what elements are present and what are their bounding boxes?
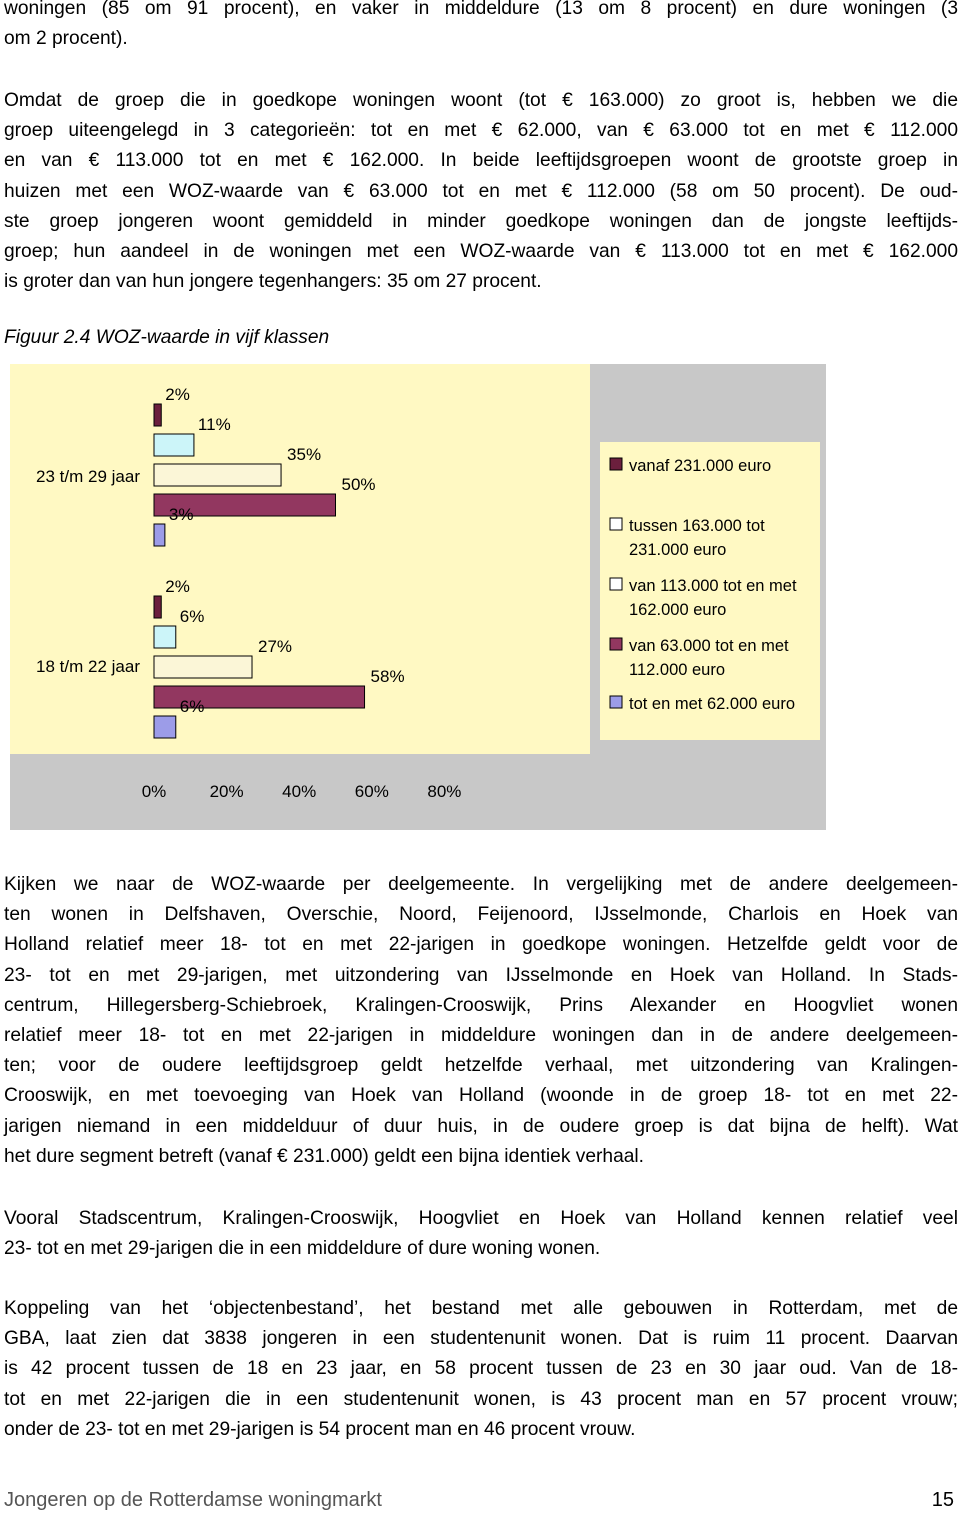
legend-label: tussen 163.000 tot: [629, 517, 765, 535]
text-line: groep uiteengelegd in 3 categorieën: tot en met € 62.000, van € 63.000 tot en met € 112.000: [4, 120, 958, 142]
x-tick-label: 20%: [209, 782, 244, 801]
x-tick-label: 0%: [141, 782, 167, 801]
chart-bar: [154, 524, 165, 546]
figure-caption: Figuur 2.4 WOZ-waarde in vijf klassen: [4, 327, 330, 348]
chart-bar: [154, 434, 194, 456]
text-line: Crooswijk, en met toevoeging van Hoek van Holland (woonde in de groep 18- tot en met 22-: [4, 1085, 958, 1107]
bar-data-label: 50%: [341, 475, 376, 494]
text-line: 23- tot en met 29-jarigen die in een middeldure of dure woning wonen.: [4, 1238, 601, 1260]
x-tick-label: 60%: [354, 782, 389, 801]
legend-label: vanaf 231.000 euro: [629, 457, 772, 475]
legend-label: tot en met 62.000 euro: [629, 695, 796, 713]
chart-bar: [154, 716, 176, 738]
chart-svg: [10, 364, 826, 830]
chart-bar: [154, 656, 252, 678]
paragraph-1: [4, 0, 958, 54]
bar-data-label: 2%: [165, 577, 190, 596]
text-line: onder de 23- tot en met 29-jarigen is 54 procent man en 46 procent vrouw.: [4, 1418, 636, 1440]
category-label: 18 t/m 22 jaar: [36, 657, 140, 676]
text-line: is 42 procent tussen de 18 en 23 jaar, en 58 procent tussen de 23 en 30 jaar oud. Van de 18-: [4, 1358, 958, 1380]
text-line: ten; voor de oudere leeftijdsgroep geldt hetzelfde verhaal, met uitzondering van Kralingen-: [4, 1055, 958, 1077]
footer-title: Jongeren op de Rotterdamse woningmarkt: [4, 1489, 382, 1511]
bar-data-label: 58%: [370, 667, 405, 686]
bar-data-label: 6%: [179, 607, 205, 626]
legend-label: van 63.000 tot en met: [629, 637, 789, 655]
bar-data-label: 2%: [165, 385, 190, 404]
woz-chart: [10, 364, 826, 830]
text-line: woningen (85 om 91 procent), en vaker in middeldure (13 om 8 procent) en dure woningen (3: [4, 0, 958, 19]
text-line: ste groep jongeren woont gemiddeld in minder goedkope woningen dan de jongste leeftijds-: [4, 210, 958, 232]
legend-label: 112.000 euro: [629, 661, 726, 679]
text-line: om 2 procent).: [4, 28, 128, 50]
text-line: Vooral Stadscentrum, Kralingen-Crooswijk, Hoogvliet en Hoek van Holland kennen relatief veel: [4, 1208, 958, 1229]
text-line: en van € 113.000 tot en met € 162.000. In beide leeftijdsgroepen woont de grootste groep in: [4, 150, 958, 172]
x-tick-label: 40%: [282, 782, 317, 801]
bar-data-label: 11%: [197, 415, 231, 434]
legend-swatch: [610, 518, 622, 530]
page-number: 15: [931, 1489, 954, 1511]
bar-data-label: 35%: [287, 445, 322, 464]
legend-label: van 113.000 tot en met: [629, 577, 797, 595]
chart-bar: [154, 464, 281, 486]
legend-swatch: [610, 578, 622, 590]
paragraph-4: [4, 1204, 958, 1264]
text-line: het dure segment betreft (vanaf € 231.000) geldt een bijna identiek verhaal.: [4, 1145, 645, 1167]
bar-data-label: 6%: [179, 697, 205, 716]
text-line: jarigen niemand in een middelduur of duur huis, in de oudere groep is dat bijna de helft). Wat: [4, 1115, 958, 1137]
legend-swatch: [610, 458, 622, 470]
chart-bar: [154, 404, 161, 426]
chart-bar: [154, 626, 176, 648]
text-line: relatief meer 18- tot en met 22-jarigen in middeldure woningen dan in de andere deelgemeen-: [4, 1025, 958, 1047]
bar-data-label: 3%: [168, 505, 194, 524]
text-line: Holland relatief meer 18- tot en met 22-jarigen in goedkope woningen. Hetzelfde geldt voor de: [4, 934, 958, 956]
chart-bar: [154, 596, 161, 618]
text-line: Kijken we naar de WOZ-waarde per deelgemeente. In vergelijking met de andere deelgemeen-: [4, 874, 958, 895]
paragraph-3: [4, 870, 958, 1172]
text-line: groep; hun aandeel in de woningen met een WOZ-waarde van € 113.000 tot en met € 162.000: [4, 241, 958, 263]
text-line: is groter dan van hun jongere tegenhangers: 35 om 27 procent.: [4, 271, 542, 293]
text-line: Koppeling van het ‘objectenbestand’, het bestand met alle gebouwen in Rotterdam, met de: [4, 1298, 958, 1319]
legend-label: 231.000 euro: [629, 541, 727, 559]
category-label: 23 t/m 29 jaar: [36, 467, 140, 486]
text-line: ten wonen in Delfshaven, Overschie, Noord, Feijenoord, IJsselmonde, Charlois en Hoek van: [4, 904, 958, 926]
x-tick-label: 80%: [427, 782, 462, 801]
legend-label: 162.000 euro: [629, 601, 727, 619]
text-line: GBA, laat zien dat 3838 jongeren in een studentenunit wonen. Dat is ruim 11 procent. Daarvan: [4, 1328, 958, 1350]
text-line: centrum, Hillegersberg-Schiebroek, Kralingen-Crooswijk, Prins Alexander en Hoogvliet wonen: [4, 994, 958, 1016]
text-line: Omdat de groep die in goedkope woningen woont (tot € 163.000) zo groot is, hebben we die: [4, 90, 958, 111]
bar-data-label: 27%: [258, 637, 293, 656]
legend-swatch: [610, 696, 622, 708]
legend-swatch: [610, 638, 622, 650]
paragraph-5: [4, 1294, 958, 1445]
paragraph-2: [4, 86, 958, 297]
text-line: tot en met 22-jarigen die in een studentenunit wonen, is 43 procent man en 57 procent vrouw;: [4, 1388, 958, 1410]
text-line: 23- tot en met 29-jarigen, met uitzondering van IJsselmonde en Hoek van Holland. In Stads-: [4, 964, 958, 986]
text-line: huizen met een WOZ-waarde van € 63.000 tot en met € 112.000 (58 om 50 procent). De oud-: [4, 180, 958, 202]
